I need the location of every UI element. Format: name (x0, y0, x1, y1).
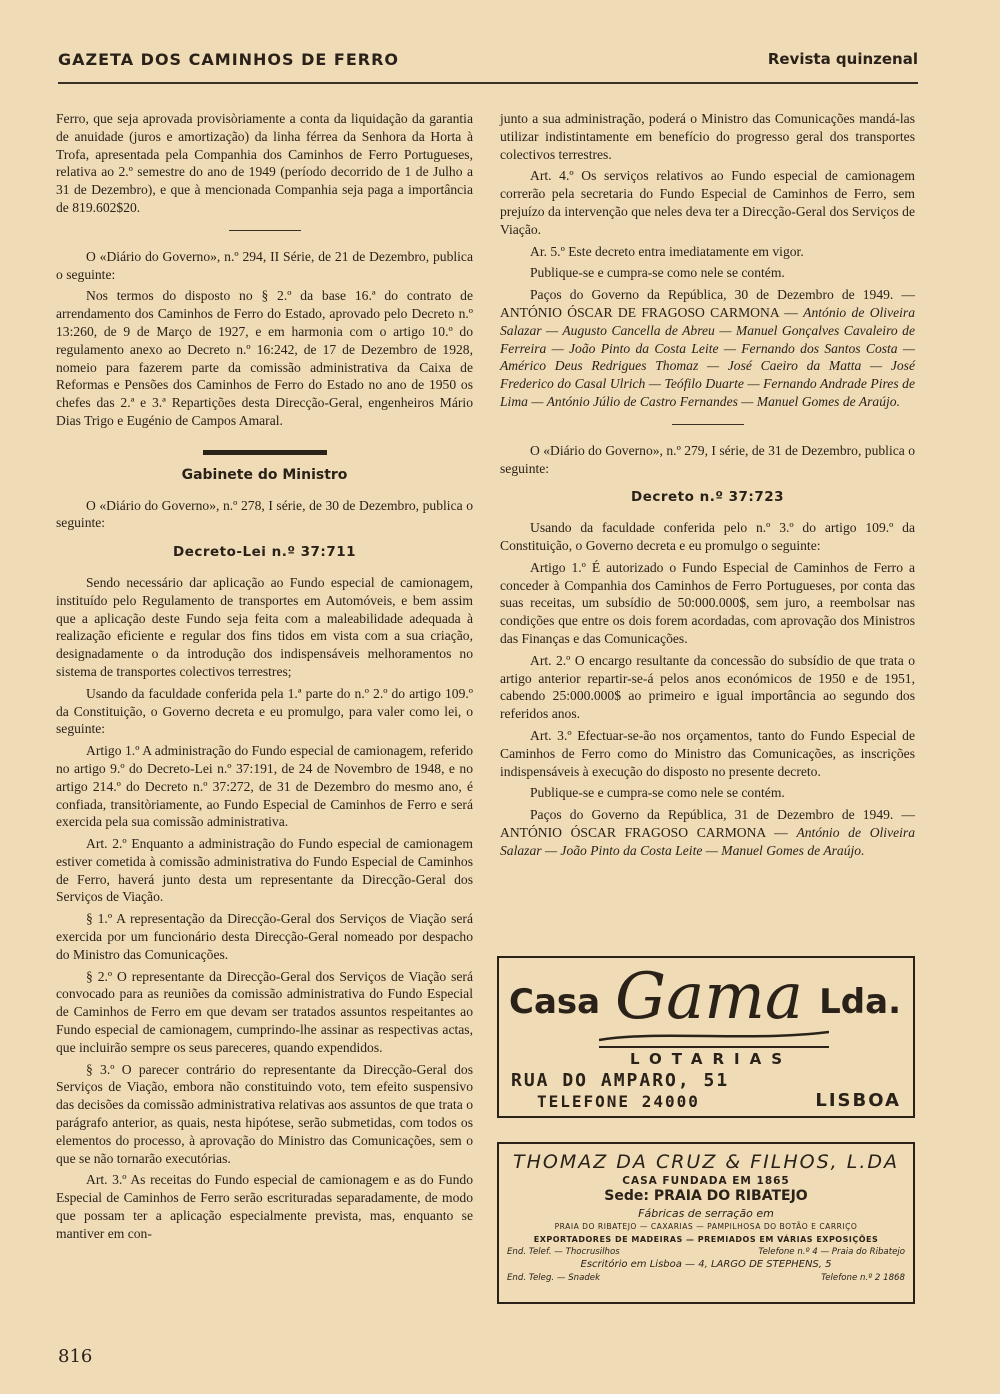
signatories: António de Oliveira Salazar — João Pinto da Costa Leite — Manuel Gomes de Araújo. (500, 824, 915, 858)
page-number: 816 (58, 1346, 93, 1367)
paragraph: § 1.º A representação da Direcção-Geral dos Serviços de Viação será exercida por um funcionário desta Direcção-Geral nomeado por despacho do Ministro das Comunicações. (56, 911, 473, 962)
ad-lotarias: LOTARIAS (630, 1050, 792, 1068)
section-divider (203, 450, 327, 455)
signature-paragraph (500, 286, 915, 411)
ad-places: PRAIA DO RIBATEJO — CAXARIAS — PAMPILHOSA DO BOTÃO E CARRIÇO (554, 1222, 858, 1231)
paragraph: Art. 2.º Enquanto a administração do Fundo especial de camionagem estiver cometida à comissão administrativa do Fundo Especial de Caminhos de Ferro, haverá junto desta um representante da Direcção-Geral dos Serviços de Viação. (56, 836, 473, 905)
paragraph: Ar. 5.º Este decreto entra imediatamente em vigor. (530, 243, 804, 259)
left-column (56, 110, 473, 1247)
periodicity: Revista quinzenal (767, 50, 918, 68)
ad-telegram: End. Teleg. — Snadek (507, 1273, 601, 1283)
paragraph: Usando da faculdade conferida pelo n.º 3.º do artigo 109.º da Constituição, o Governo decreta e eu promulgo o seguinte: (500, 520, 915, 553)
paragraph: Artigo 1.º É autorizado o Fundo Especial de Caminhos de Ferro a conceder à Companhia dos Caminhos de Ferro Portugueses, por conta das suas receitas, um subsídio de 50:000.000$, sem juro, a reembolsar nas condições que entre os dois forem acordadas, com aprovação dos Ministros das Finanças e das Comunicações. (500, 559, 915, 646)
ad-export: EXPORTADORES DE MADEIRAS — PREMIADOS EM VÁRIAS EXPOSIÇÕES (533, 1235, 879, 1244)
ad-firm-name: THOMAZ DA CRUZ & FILHOS, L.DA (512, 1151, 899, 1173)
ad-rule (599, 1046, 829, 1048)
ad-founded: CASA FUNDADA EM 1865 (622, 1175, 790, 1187)
paragraph: Art. 2.º O encargo resultante da concessão do subsídio de que trata o artigo anterior repartir-se-á pelos anos económicos de 1950 e de 1951, cabendo 25:000.000$ ao primeiro e igual importância ao segundo dos referidos anos. (500, 652, 915, 722)
decree-title: Decreto n.º 37:723 (630, 489, 785, 506)
ad-gama-logo: Gama (614, 960, 804, 1034)
header-rule (58, 82, 918, 84)
section-title: Gabinete do Ministro (181, 466, 348, 483)
paragraph: Nos termos do disposto no § 2.º da base 16.ª do contrato de arrendamento dos Caminhos de Ferro do Estado, aprovado pelo Decreto n.º 13:260, de 9 de Março de 1927, e em harmonia com o artigo 10.º do regulamento anexo ao Decreto n.º 16:242, de 17 de Dezembro de 1928, nomeio para fazerem parte da comissão administrativa da Caixa de Reformas e Pensões dos Caminhos de Ferro do Estado no ano de 1950 os chefes das 2.ª e 3.ª Repartições desta Direcção-Geral, engenheiros Mário Dias Trigo e Eugénio de Campos Amaral. (56, 288, 473, 428)
signatories: António de Oliveira Salazar — Augusto Cancella de Abreu — Manuel Gonçalves Cavaleiro de Ferreira — João Pinto da Costa Leite — Fernando dos Santos Costa — Américo Deus Redrigues Thomaz — José Caeiro da Matta — José Frederico do Casal Ulrich — Teófilo Duarte — Fernando Andrade Pires de Lima — António Júlio de Castro Fernandes — Manuel Gomes de Araújo. (500, 304, 915, 409)
paragraph: Publique-se e cumpra-se como nele se contém. (530, 265, 785, 281)
ad-contact-row (499, 1273, 913, 1283)
divider (672, 424, 744, 425)
paragraph: junto a sua administração, poderá o Ministro das Comunicações mandá-las utilizar indistintamente em benefício do progresso geral dos transportes colectivos terrestres. (500, 111, 915, 162)
paragraph: O «Diário do Governo», n.º 294, II Série, de 21 de Dezembro, publica o seguinte: (56, 248, 473, 282)
signature-paragraph (500, 806, 915, 859)
paragraph: O «Diário do Governo», n.º 278, I série, de 30 de Dezembro, publica o seguinte: (56, 497, 473, 531)
ad-city: LISBOA (815, 1090, 901, 1111)
journal-title: GAZETA DOS CAMINHOS DE FERRO (58, 50, 400, 69)
ad-phone: Telefone n.º 2 1868 (821, 1273, 905, 1283)
paragraph: Usando da faculdade conferida pela 1.ª parte do n.º 2.º do artigo 109.º da Constituição, o Governo decreta e eu promulgo, para valer como lei, o seguinte: (56, 685, 473, 737)
ad-casa-gama (497, 956, 915, 1118)
ad-seat: Sede: PRAIA DO RIBATEJO (604, 1188, 808, 1204)
paragraph: Artigo 1.º A administração do Fundo especial de camionagem, referido no artigo 9.º do Decreto-Lei n.º 37:191, de 24 de Novembro de 1948, e no artigo 214.º do Decreto n.º 37:272, de 31 de Dezembro do mesmo ano, é confiada, transitòriamente, ao Fundo Especial de Caminhos de Ferro e será exercida pela sua comissão administrativa. (56, 743, 473, 830)
paragraph: § 2.º O representante da Direcção-Geral dos Serviços de Viação será convocado para as reuniões da comissão administrativa do Fundo Especial de Caminhos de Ferro em que devam ser tratados assuntos respeitantes ao Fundo especial de camionagem, cumprindo-lhe assinar as respectivas actas, que incluirão sempre os seus pareceres, quando expendidos. (56, 968, 473, 1055)
ad-phone: TELEFONE 24000 (537, 1092, 700, 1111)
ad-contact-row (499, 1247, 913, 1257)
paragraph: O «Diário do Governo», n.º 279, I série, de 31 de Dezembro, publica o seguinte: (500, 442, 915, 476)
swoosh-icon (599, 1028, 829, 1044)
paragraph: Art. 4.º Os serviços relativos ao Fundo especial de camionagem correrão pela secretaria do Fundo Especial de Caminhos de Ferro, sem prejuízo da intervenção que neles deva ter a Direcção-Geral dos Serviços de Viação. (500, 168, 915, 237)
ad-casa-label: Casa (509, 982, 601, 1022)
paragraph: Art. 3.º As receitas do Fundo especial de camionagem e as do Fundo Especial de Caminhos de Ferro serão escrituradas separadamente, de modo que possam ter a aplicação especialmente prevista, mas, enquanto se mantiver em con- (56, 1172, 473, 1241)
ad-telegram: End. Telef. — Thocrusilhos (507, 1247, 620, 1257)
signature-date: Paços do Governo da República, 30 de Dezembro de 1949. — ANTÓNIO ÓSCAR DE FRAGOSO CARMONA — (500, 287, 915, 320)
paragraph: Art. 3.º Efectuar-se-ão nos orçamentos, tanto do Fundo Especial de Caminhos de Ferro como do Ministro das Comunicações, as inscrições indispensáveis à execução do disposto no presente decreto. (500, 727, 915, 779)
signature-date: Paços do Governo da República, 31 de Dezembro de 1949. — ANTÓNIO ÓSCAR FRAGOSO CARMONA — (500, 807, 915, 840)
decree-title: Decreto-Lei n.º 37:711 (172, 544, 356, 561)
ad-office: Escritório em Lisboa — 4, LARGO DE STEPHENS, 5 (580, 1259, 832, 1270)
ad-phone: Telefone n.º 4 — Praia do Ribatejo (758, 1247, 905, 1257)
paragraph: Sendo necessário dar aplicação ao Fundo especial de camionagem, instituído pelo Regulamento de transportes em Automóveis, e bem assim que a aplicação deste Fundo seja feita com a maleabilidade adequada à realização eficiente e regular dos fins tidos em vista com a sua criação, designadamente o da introdução dos indispensáveis melhoramentos no sistema de transportes colectivos terrestres; (56, 574, 473, 679)
ad-address: RUA DO AMPARO, 51 (511, 1070, 730, 1091)
ad-factories: Fábricas de serração em (638, 1207, 774, 1220)
ad-thomaz-da-cruz (497, 1142, 915, 1304)
right-column (500, 110, 915, 863)
divider (229, 230, 301, 231)
ad-lda-label: Lda. (819, 982, 901, 1022)
paragraph: § 3.º O parecer contrário do representante da Direcção-Geral dos Serviços de Viação, embora não constituindo voto, tem efeito suspensivo das decisões da comissão administrativa relativas aos assuntos de que trata o parágrafo anterior, as quais, nesta hipótese, serão submetidas, com todos os elementos do processo, à aprovação do Ministro das Comunicações, sem o que se não tornarão executórias. (56, 1061, 473, 1166)
paragraph: Ferro, que seja aprovada provisòriamente a conta da liquidação da garantia de anuidade (juros e amortização) da linha férrea da Senhora da Horta à Trofa, apresentada pela Companhia dos Caminhos de Ferro Portugueses, relativa ao 2.º semestre do ano de 1949 (período decorrido de 1 de Julho a 31 de Dezembro), e que à mencionada Companhia seja paga a importância de 819.602$20. (56, 111, 473, 215)
paragraph: Publique-se e cumpra-se como nele se contém. (530, 785, 785, 801)
